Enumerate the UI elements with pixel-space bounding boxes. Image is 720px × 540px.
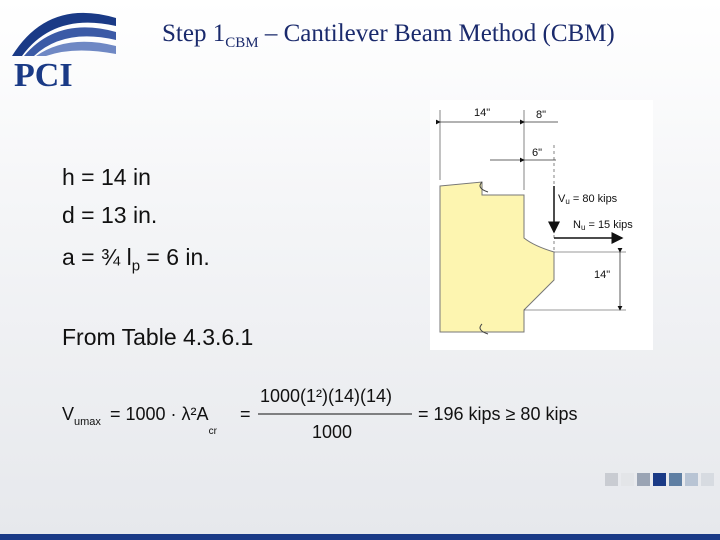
equation <box>62 372 622 452</box>
slide-title: Step $1_{CBM}$ – Cantilever Beam Method (CBM) <box>162 20 615 51</box>
corbel-figure <box>430 100 653 350</box>
corbel-shape <box>440 182 554 332</box>
bottom-bar <box>0 534 720 540</box>
eq-denominator: 1000 <box>312 422 353 442</box>
table-reference: From Table 4.3.6.1 <box>62 324 254 350</box>
d-line: d = 13 in. <box>62 202 158 228</box>
nu-label: Nu = 15 kips <box>573 219 633 232</box>
a-line: a = ¾ $l_p = 6$ in. <box>62 244 210 275</box>
dim-14-top: 14" <box>474 107 491 119</box>
vu-label: Vu = 80 kips <box>558 193 618 206</box>
dim-6: 6" <box>532 147 543 159</box>
dim-14-right: 14" <box>594 269 611 281</box>
eq-equals: = <box>240 404 251 424</box>
eq-result: = 196 kips ≥ 80 kips <box>418 404 578 424</box>
eq-lhs: $V_{umax}$ <box>62 404 101 428</box>
h-line: h = 14 in <box>62 164 151 190</box>
pci-logo-text: PCI <box>14 57 73 90</box>
eq-mid: = $1000 \cdot \lambda^2A_{cr}$ <box>110 404 217 437</box>
pci-logo <box>8 6 120 90</box>
decorative-squares <box>602 473 714 491</box>
eq-numerator: 1000(1²)(14)(14) <box>260 386 393 406</box>
dim-8: 8" <box>536 109 547 121</box>
